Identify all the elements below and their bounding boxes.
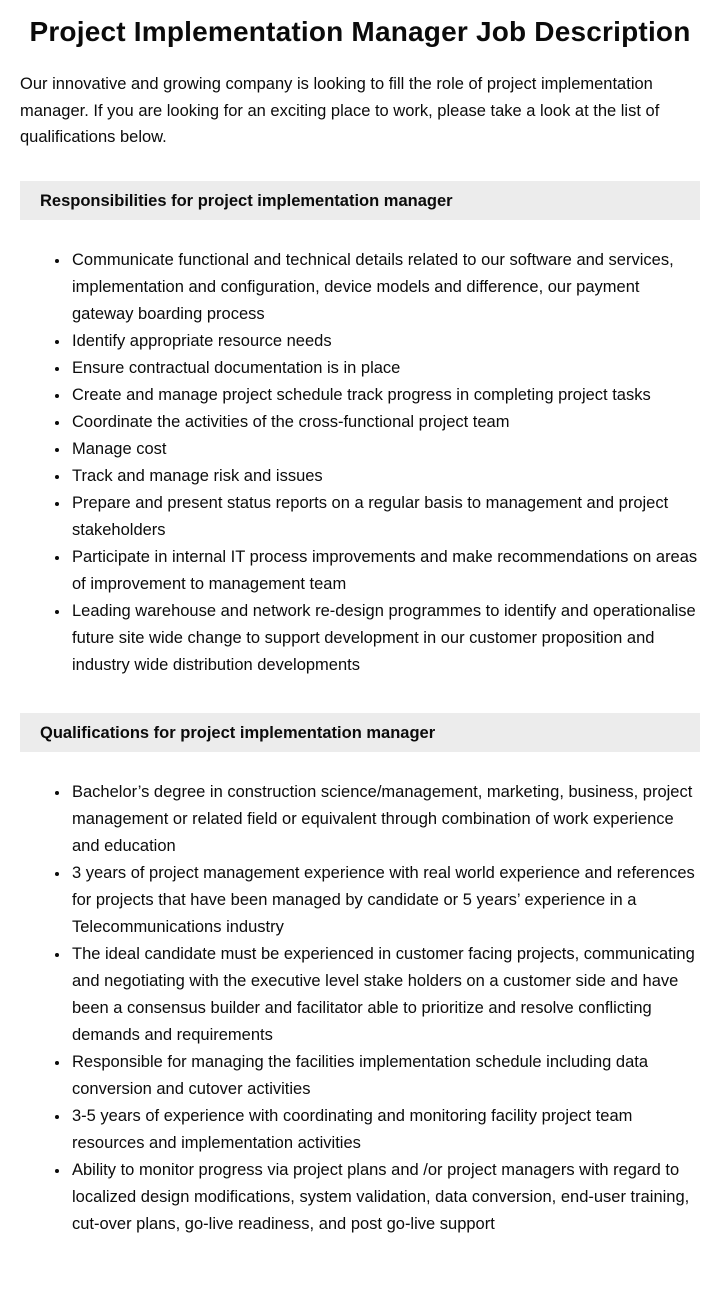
list-item: • Communicate functional and technical details related to our software and services, implementation and configuration, device models and difference, our payment gateway boarding process bbox=[70, 247, 700, 328]
page-title: Project Implementation Manager Job Description bbox=[29, 16, 691, 47]
list-item: • Track and manage risk and issues bbox=[70, 463, 700, 490]
section-header-responsibilities bbox=[20, 181, 700, 220]
list-item: • Manage cost bbox=[70, 436, 700, 463]
list-item: • Identify appropriate resource needs bbox=[70, 328, 700, 355]
list-item: • Prepare and present status reports on a regular basis to management and project stakeholders bbox=[70, 490, 700, 544]
list-item: • Ability to monitor progress via project plans and /or project managers with regard to localized design modifications, system validation, data conversion, end-user training, cut-over plans, go-live readiness, and post go-live support bbox=[70, 1157, 700, 1238]
section-header-responsibilities-label: Responsibilities for project implementation manager bbox=[40, 191, 453, 210]
section-header-qualifications-label: Qualifications for project implementation manager bbox=[40, 723, 436, 742]
list-item: • Bachelor’s degree in construction science/management, marketing, business, project management or related field or equivalent through combination of work experience and education bbox=[70, 779, 700, 860]
list-item: • Coordinate the activities of the cross-functional project team bbox=[70, 409, 700, 436]
list-item: • Leading warehouse and network re-design programmes to identify and operationalise future site wide change to support development in our customer proposition and industry wide distribution developments bbox=[70, 598, 700, 679]
list-item: • 3-5 years of experience with coordinating and monitoring facility project team resources and implementation activities bbox=[70, 1103, 700, 1157]
list-item: • Participate in internal IT process improvements and make recommendations on areas of improvement to management team bbox=[70, 544, 700, 598]
list-item: • Create and manage project schedule track progress in completing project tasks bbox=[70, 382, 700, 409]
list-item: • 3 years of project management experience with real world experience and references for projects that have been managed by candidate or 5 years’ experience in a Telecommunications industry bbox=[70, 860, 700, 941]
list-item: • The ideal candidate must be experienced in customer facing projects, communicating and negotiating with the executive level stake holders on a customer side and have been a consensus builder and facilitator able to prioritize and resolve conflicting demands and requirements bbox=[70, 941, 700, 1049]
responsibilities-list bbox=[20, 247, 700, 679]
section-header-qualifications bbox=[20, 713, 700, 752]
list-item: • Responsible for managing the facilities implementation schedule including data conversion and cutover activities bbox=[70, 1049, 700, 1103]
qualifications-list bbox=[20, 779, 700, 1238]
intro-paragraph: Our innovative and growing company is looking to fill the role of project implementation manager. If you are looking for an exciting place to work, please take a look at the list of qualifications below. bbox=[20, 75, 660, 146]
list-item: • Ensure contractual documentation is in place bbox=[70, 355, 700, 382]
